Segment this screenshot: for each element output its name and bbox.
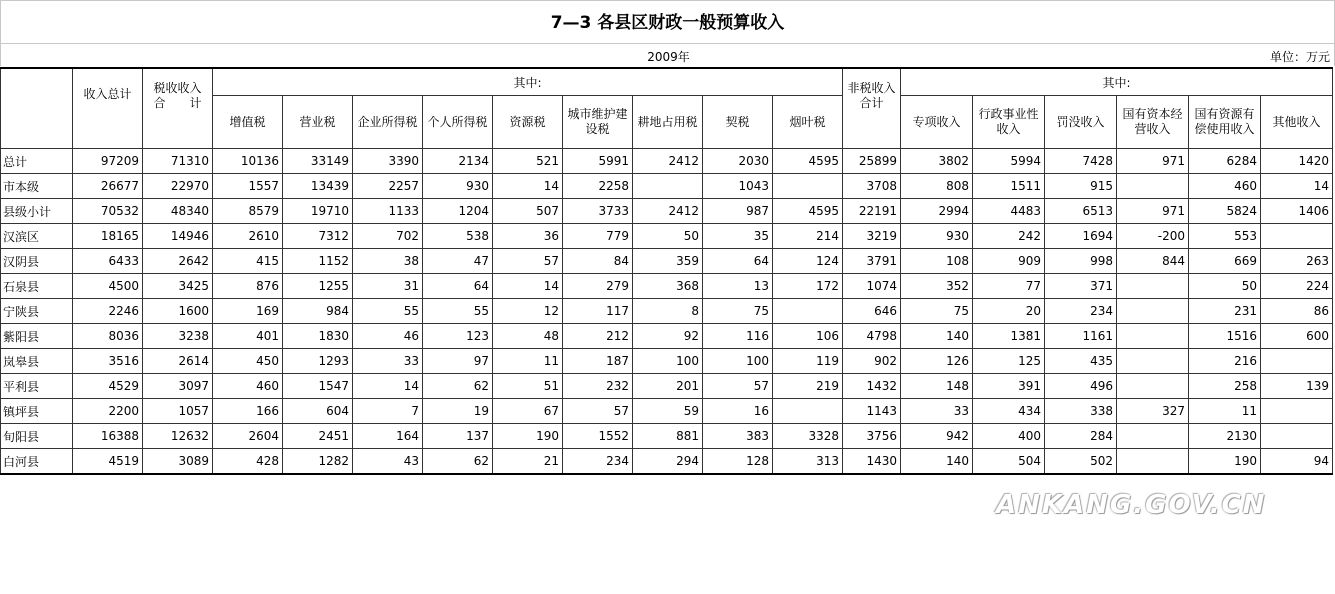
table-cell: 7: [353, 399, 423, 424]
header-nontax-col: 专项收入: [901, 96, 973, 149]
table-cell: 6513: [1045, 199, 1117, 224]
table-cell: 1204: [423, 199, 493, 224]
table-cell: 116: [703, 324, 773, 349]
table-cell: 1381: [973, 324, 1045, 349]
table-cell: 187: [563, 349, 633, 374]
table-cell: 13439: [283, 174, 353, 199]
table-cell: 1547: [283, 374, 353, 399]
table-cell: [773, 399, 843, 424]
table-row: [1, 349, 1333, 374]
table-cell: 2412: [633, 149, 703, 174]
table-cell: 242: [973, 224, 1045, 249]
table-cell: 19710: [283, 199, 353, 224]
table-cell: 876: [213, 274, 283, 299]
table-cell: 106: [773, 324, 843, 349]
table-cell: 284: [1045, 424, 1117, 449]
table-cell: 2451: [283, 424, 353, 449]
table-cell: 998: [1045, 249, 1117, 274]
table-cell: 1694: [1045, 224, 1117, 249]
table-cell: 8579: [213, 199, 283, 224]
table-cell: 808: [901, 174, 973, 199]
table-cell: 450: [213, 349, 283, 374]
table-cell: 1143: [843, 399, 901, 424]
table-cell: 12: [493, 299, 563, 324]
table-cell: 172: [773, 274, 843, 299]
table-cell: 75: [703, 299, 773, 324]
row-region-name: 石泉县: [1, 274, 73, 299]
table-cell: 19: [423, 399, 493, 424]
table-cell: 12632: [143, 424, 213, 449]
table-cell: 201: [633, 374, 703, 399]
table-cell: [1117, 374, 1189, 399]
header-tax-col: 营业税: [283, 96, 353, 149]
header-total-income: 收入总计: [73, 68, 143, 149]
table-cell: 62: [423, 449, 493, 475]
table-cell: 125: [973, 349, 1045, 374]
table-cell: 11: [1189, 399, 1261, 424]
table-cell: 4798: [843, 324, 901, 349]
table-cell: 16: [703, 399, 773, 424]
table-row: [1, 174, 1333, 199]
table-cell: 984: [283, 299, 353, 324]
table-cell: 460: [213, 374, 283, 399]
table-cell: 352: [901, 274, 973, 299]
table-cell: 702: [353, 224, 423, 249]
table-row: [1, 399, 1333, 424]
table-cell: 909: [973, 249, 1045, 274]
table-cell: 14: [493, 174, 563, 199]
table-cell: 1406: [1261, 199, 1333, 224]
table-cell: 33149: [283, 149, 353, 174]
table-cell: 71310: [143, 149, 213, 174]
table-row: [1, 249, 1333, 274]
unit-label: 单位：万元: [1269, 50, 1330, 64]
table-cell: 8: [633, 299, 703, 324]
table-cell: 2604: [213, 424, 283, 449]
subtitle-bar: [0, 43, 1335, 66]
table-cell: 46: [353, 324, 423, 349]
table-cell: 214: [773, 224, 843, 249]
table-row: [1, 324, 1333, 349]
header-tax-col: 企业所得税: [353, 96, 423, 149]
table-cell: 502: [1045, 449, 1117, 475]
table-cell: [1117, 324, 1189, 349]
table-cell: [773, 299, 843, 324]
table-cell: 232: [563, 374, 633, 399]
table-cell: [1261, 349, 1333, 374]
row-region-name: 市本级: [1, 174, 73, 199]
header-nontax-col: 国有资本经营收入: [1117, 96, 1189, 149]
table-cell: [773, 174, 843, 199]
table-cell: 7312: [283, 224, 353, 249]
table-cell: 22970: [143, 174, 213, 199]
table-cell: 55: [423, 299, 493, 324]
table-cell: 33: [901, 399, 973, 424]
table-cell: 496: [1045, 374, 1117, 399]
header-tax-total: [143, 68, 213, 149]
table-row: [1, 224, 1333, 249]
table-cell: 64: [423, 274, 493, 299]
header-region: [1, 68, 73, 149]
table-cell: 5994: [973, 149, 1045, 174]
table-cell: 2610: [213, 224, 283, 249]
row-region-name: 旬阳县: [1, 424, 73, 449]
table-cell: 971: [1117, 199, 1189, 224]
table-cell: 400: [973, 424, 1045, 449]
table-cell: 148: [901, 374, 973, 399]
table-cell: 140: [901, 324, 973, 349]
table-cell: 2134: [423, 149, 493, 174]
table-cell: 3733: [563, 199, 633, 224]
row-region-name: 岚皋县: [1, 349, 73, 374]
table-cell: 14946: [143, 224, 213, 249]
table-cell: 2030: [703, 149, 773, 174]
table-cell: 327: [1117, 399, 1189, 424]
table-cell: 460: [1189, 174, 1261, 199]
table-cell: 94: [1261, 449, 1333, 475]
table-cell: 3516: [73, 349, 143, 374]
table-cell: 669: [1189, 249, 1261, 274]
table-cell: 119: [773, 349, 843, 374]
table-cell: [1261, 399, 1333, 424]
table-cell: 930: [423, 174, 493, 199]
table-cell: 7428: [1045, 149, 1117, 174]
table-cell: 126: [901, 349, 973, 374]
table-row: [1, 374, 1333, 399]
header-tax-col: 个人所得税: [423, 96, 493, 149]
table-cell: 62: [423, 374, 493, 399]
table-cell: 4483: [973, 199, 1045, 224]
table-cell: 902: [843, 349, 901, 374]
table-cell: [633, 174, 703, 199]
table-cell: 1074: [843, 274, 901, 299]
table-cell: 108: [901, 249, 973, 274]
table-cell: 2412: [633, 199, 703, 224]
table-cell: 1293: [283, 349, 353, 374]
table-cell: 1557: [213, 174, 283, 199]
table-cell: 16388: [73, 424, 143, 449]
table-cell: 1511: [973, 174, 1045, 199]
row-region-name: 紫阳县: [1, 324, 73, 349]
table-cell: 137: [423, 424, 493, 449]
table-cell: 1043: [703, 174, 773, 199]
header-tax-col: 资源税: [493, 96, 563, 149]
table-cell: 3791: [843, 249, 901, 274]
table-cell: 3802: [901, 149, 973, 174]
table-cell: 3097: [143, 374, 213, 399]
table-cell: 5991: [563, 149, 633, 174]
table-cell: 1420: [1261, 149, 1333, 174]
header-tax-col: 烟叶税: [773, 96, 843, 149]
table-cell: 930: [901, 224, 973, 249]
table-cell: 2642: [143, 249, 213, 274]
table-cell: 50: [1189, 274, 1261, 299]
table-cell: 100: [633, 349, 703, 374]
table-row: [1, 149, 1333, 174]
table-cell: 212: [563, 324, 633, 349]
table-cell: 4519: [73, 449, 143, 475]
table-cell: 521: [493, 149, 563, 174]
table-cell: 2200: [73, 399, 143, 424]
table-cell: 123: [423, 324, 493, 349]
table-cell: 97209: [73, 149, 143, 174]
table-cell: 4500: [73, 274, 143, 299]
table-cell: 4595: [773, 199, 843, 224]
row-region-name: 宁陕县: [1, 299, 73, 324]
table-cell: 2257: [353, 174, 423, 199]
table-cell: [1261, 224, 1333, 249]
table-cell: 35: [703, 224, 773, 249]
table-cell: 3390: [353, 149, 423, 174]
table-cell: 128: [703, 449, 773, 475]
table-cell: 2246: [73, 299, 143, 324]
table-cell: 234: [563, 449, 633, 475]
table-cell: 1255: [283, 274, 353, 299]
row-region-name: 白河县: [1, 449, 73, 475]
table-cell: 231: [1189, 299, 1261, 324]
watermark-logo: ANKANG.GOV.CN: [996, 490, 1267, 520]
table-cell: 216: [1189, 349, 1261, 374]
row-region-name: 县级小计: [1, 199, 73, 224]
header-nontax-total: 非税收入合计: [843, 68, 901, 149]
table-cell: 415: [213, 249, 283, 274]
table-cell: 70532: [73, 199, 143, 224]
table-cell: 263: [1261, 249, 1333, 274]
table-cell: 600: [1261, 324, 1333, 349]
row-region-name: 总计: [1, 149, 73, 174]
table-cell: 14: [493, 274, 563, 299]
table-cell: [1261, 424, 1333, 449]
table-row: [1, 449, 1333, 475]
table-cell: 646: [843, 299, 901, 324]
table-cell: 368: [633, 274, 703, 299]
table-cell: 1552: [563, 424, 633, 449]
table-cell: 31: [353, 274, 423, 299]
table-cell: [1117, 349, 1189, 374]
table-cell: 1152: [283, 249, 353, 274]
table-cell: 140: [901, 449, 973, 475]
header-nontax-col: 行政事业性收入: [973, 96, 1045, 149]
table-cell: 3756: [843, 424, 901, 449]
row-region-name: 汉阴县: [1, 249, 73, 274]
table-cell: 915: [1045, 174, 1117, 199]
year-label: 2009年: [647, 50, 690, 64]
table-cell: 97: [423, 349, 493, 374]
header-nontax-col: 其他收入: [1261, 96, 1333, 149]
table-cell: 507: [493, 199, 563, 224]
table-cell: 3219: [843, 224, 901, 249]
table-cell: 359: [633, 249, 703, 274]
table-cell: 434: [973, 399, 1045, 424]
table-cell: 43: [353, 449, 423, 475]
header-nontax-group: 其中:: [901, 68, 1333, 96]
table-cell: [1117, 449, 1189, 475]
table-cell: 18165: [73, 224, 143, 249]
table-cell: 22191: [843, 199, 901, 224]
table-cell: 38: [353, 249, 423, 274]
table-cell: [1117, 174, 1189, 199]
table-cell: 1516: [1189, 324, 1261, 349]
table-cell: 2130: [1189, 424, 1261, 449]
table-row: [1, 274, 1333, 299]
table-cell: 10136: [213, 149, 283, 174]
table-cell: 164: [353, 424, 423, 449]
table-cell: 55: [353, 299, 423, 324]
table-cell: 371: [1045, 274, 1117, 299]
table-cell: 51: [493, 374, 563, 399]
table-cell: 258: [1189, 374, 1261, 399]
table-cell: 3089: [143, 449, 213, 475]
table-cell: 3238: [143, 324, 213, 349]
table-cell: 294: [633, 449, 703, 475]
table-cell: 313: [773, 449, 843, 475]
table-cell: 48340: [143, 199, 213, 224]
table-cell: 219: [773, 374, 843, 399]
table-cell: 64: [703, 249, 773, 274]
table-cell: 1282: [283, 449, 353, 475]
table-cell: 77: [973, 274, 1045, 299]
header-nontax-col: 罚没收入: [1045, 96, 1117, 149]
page-title: 7—3 各县区财政一般预算收入: [0, 0, 1335, 44]
row-region-name: 镇坪县: [1, 399, 73, 424]
table-cell: 3708: [843, 174, 901, 199]
header-nontax-col: 国有资源有偿使用收入: [1189, 96, 1261, 149]
table-cell: 971: [1117, 149, 1189, 174]
table-cell: 75: [901, 299, 973, 324]
table-cell: 190: [493, 424, 563, 449]
table-row: [1, 199, 1333, 224]
table-cell: 57: [563, 399, 633, 424]
table-cell: 3425: [143, 274, 213, 299]
row-region-name: 平利县: [1, 374, 73, 399]
table-cell: 25899: [843, 149, 901, 174]
table-cell: [1117, 424, 1189, 449]
table-cell: 84: [563, 249, 633, 274]
table-cell: 1600: [143, 299, 213, 324]
table-cell: 100: [703, 349, 773, 374]
table-cell: 48: [493, 324, 563, 349]
table-cell: 14: [353, 374, 423, 399]
table-cell: 36: [493, 224, 563, 249]
table-cell: 14: [1261, 174, 1333, 199]
table-cell: 8036: [73, 324, 143, 349]
table-cell: 21: [493, 449, 563, 475]
table-cell: 2258: [563, 174, 633, 199]
table-cell: 1430: [843, 449, 901, 475]
table-cell: 4529: [73, 374, 143, 399]
table-cell: 67: [493, 399, 563, 424]
header-tax-total-line1: 税收收入: [153, 80, 202, 95]
table-cell: 86: [1261, 299, 1333, 324]
table-cell: 604: [283, 399, 353, 424]
table-cell: 3328: [773, 424, 843, 449]
table-cell: 6433: [73, 249, 143, 274]
table-cell: 844: [1117, 249, 1189, 274]
table-cell: 401: [213, 324, 283, 349]
table-cell: 553: [1189, 224, 1261, 249]
table-cell: [1117, 299, 1189, 324]
table-cell: 6284: [1189, 149, 1261, 174]
table-cell: 383: [703, 424, 773, 449]
table-cell: 942: [901, 424, 973, 449]
table-cell: 33: [353, 349, 423, 374]
table-row: [1, 424, 1333, 449]
table-cell: 779: [563, 224, 633, 249]
table-cell: 2614: [143, 349, 213, 374]
table-cell: 234: [1045, 299, 1117, 324]
revenue-table: [0, 67, 1333, 475]
table-cell: 166: [213, 399, 283, 424]
table-row: [1, 299, 1333, 324]
table-cell: -200: [1117, 224, 1189, 249]
table-cell: 2994: [901, 199, 973, 224]
table-cell: 338: [1045, 399, 1117, 424]
row-region-name: 汉滨区: [1, 224, 73, 249]
table-cell: 139: [1261, 374, 1333, 399]
table-cell: 987: [703, 199, 773, 224]
table-cell: 47: [423, 249, 493, 274]
table-cell: 124: [773, 249, 843, 274]
table-cell: 435: [1045, 349, 1117, 374]
table-cell: 4595: [773, 149, 843, 174]
table-cell: 279: [563, 274, 633, 299]
table-cell: 1161: [1045, 324, 1117, 349]
table-cell: 538: [423, 224, 493, 249]
table-cell: 428: [213, 449, 283, 475]
table-cell: 1057: [143, 399, 213, 424]
table-cell: 57: [493, 249, 563, 274]
table-cell: 26677: [73, 174, 143, 199]
header-tax-col: 增值税: [213, 96, 283, 149]
table-cell: 1133: [353, 199, 423, 224]
table-cell: 504: [973, 449, 1045, 475]
table-cell: 224: [1261, 274, 1333, 299]
table-cell: [1117, 274, 1189, 299]
header-tax-col: 契税: [703, 96, 773, 149]
table-cell: 391: [973, 374, 1045, 399]
header-tax-col: 耕地占用税: [633, 96, 703, 149]
table-cell: 13: [703, 274, 773, 299]
table-cell: 117: [563, 299, 633, 324]
table-cell: 92: [633, 324, 703, 349]
header-tax-total-line2: 合 计: [153, 95, 202, 110]
table-cell: 20: [973, 299, 1045, 324]
table-cell: 59: [633, 399, 703, 424]
table-cell: 1432: [843, 374, 901, 399]
header-tax-col: 城市维护建设税: [563, 96, 633, 149]
table-cell: 1830: [283, 324, 353, 349]
header-tax-group: 其中:: [213, 68, 843, 96]
table-cell: 57: [703, 374, 773, 399]
table-cell: 5824: [1189, 199, 1261, 224]
table-cell: 50: [633, 224, 703, 249]
table-cell: 190: [1189, 449, 1261, 475]
table-cell: 11: [493, 349, 563, 374]
table-cell: 169: [213, 299, 283, 324]
table-cell: 881: [633, 424, 703, 449]
